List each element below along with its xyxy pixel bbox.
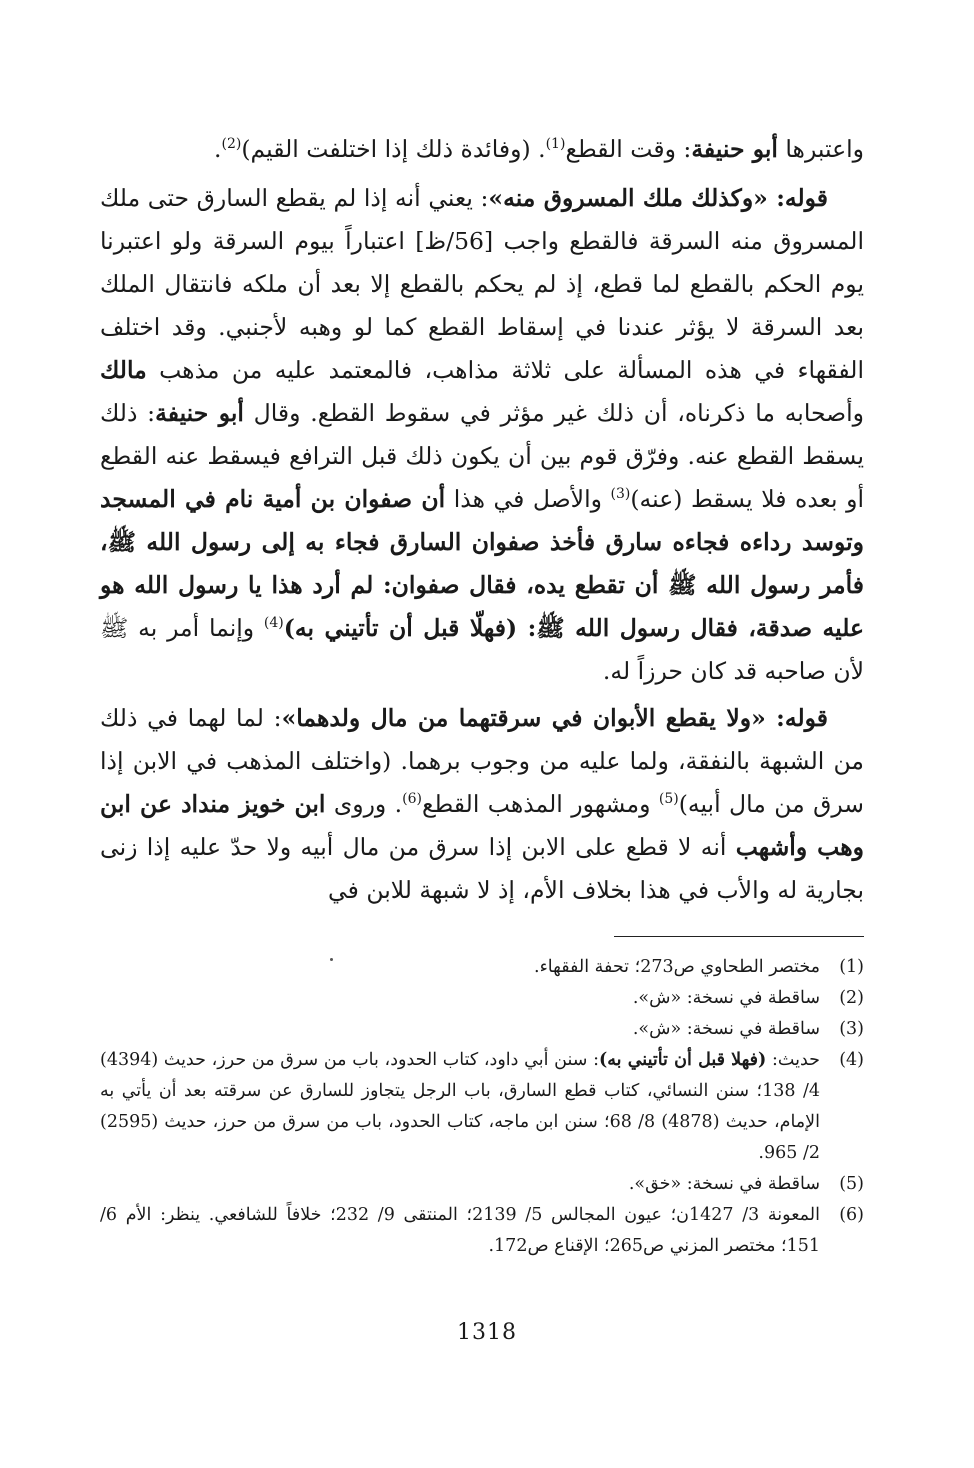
- hadith-title: (فهلا قبل أن تأتيني به): [598, 1050, 767, 1070]
- footnote-number: (2): [839, 988, 864, 1008]
- footnote-text: مختصر الطحاوي ص273؛ تحفة الفقهاء.: [534, 957, 820, 977]
- text-run: أنه لا قطع على الابن إذا سرق من مال أبيه ولا حدّ عليه إذا زنى بجارية له والأب في هذا بخلاف الأم، إذ لا شبهة للابن في: [100, 833, 864, 904]
- footnote-number: (5): [839, 1174, 864, 1194]
- bold-name: مالك: [100, 356, 147, 384]
- text-run: : وقت القطع: [565, 135, 692, 163]
- footnote-number: (1): [839, 957, 864, 977]
- footnote-ref[interactable]: (3): [610, 486, 631, 503]
- quoted-heading: قوله: «وكذلك ملك المسروق منه»: [488, 184, 829, 212]
- text-run: حديث:: [766, 1050, 820, 1070]
- text-run: والأصل في هذا: [445, 485, 611, 513]
- footnote-text: ساقطة في نسخة: «ش».: [632, 1019, 820, 1039]
- text-run: : سنن أبي داود، كتاب الحدود، باب من سرق من حرز، حديث (4394) 4/ 138؛ سنن النسائي، كتاب قطع السارق، باب الرجل يتجاوز للسارق عن سرقته بعد أن يأتي به الإمام، حديث (4878) 8/ 68؛ سنن ابن ماجه، كتاب الحدود، باب من سرق من حرز، حديث (2595) 2/ 965.: [100, 1050, 820, 1163]
- footnote-text: [100, 1045, 820, 1169]
- paragraph-1: [100, 128, 864, 171]
- footnote-ref[interactable]: (4): [263, 615, 284, 632]
- footnote-6: [100, 1200, 864, 1262]
- footnote-number: (3): [839, 1019, 864, 1039]
- footnote-ref[interactable]: (5): [658, 791, 679, 808]
- text-run: . (وفائدة ذلك إذا اختلفت القيم): [241, 135, 546, 163]
- text-run: : لما لهما في ذلك من الشبهة بالنفقة، ولما عليه من وجوب برهما. (واختلف المذهب في الابن إذا سرق من مال أبيه): [100, 704, 864, 818]
- footnote-1: [100, 952, 864, 983]
- paragraph-2: [100, 177, 864, 693]
- text-run: وأصحابه ما ذكرناه، أن ذلك غير مؤثر في سقوط القطع. وقال: [243, 399, 865, 427]
- footnote-ref[interactable]: (6): [402, 791, 422, 808]
- footnote-divider: [614, 936, 864, 937]
- text-run: ومشهور المذهب القطع: [422, 790, 659, 818]
- hadith-text: أن صفوان بن أمية نام في المسجد وتوسد رداءه فجاءه سارق فأخذ صفوان السارق فجاء به إلى رسول الله ﷺ، فأمر رسول الله ﷺ أن تقطع يده، فقال صفوان: لم أرد هذا يا رسول الله هو عليه صدقة، فقال رسول الله ﷺ: (فهلّا قبل أن تأتيني به): [100, 485, 865, 642]
- quoted-heading: قوله: «ولا يقطع الأبوان في سرقتهما من مال ولدهما»: [281, 704, 828, 732]
- text-run: وإنما أمر به ﷺ لأن صاحبه قد كان حرزاً له.: [100, 614, 864, 685]
- main-text: [100, 128, 864, 912]
- footnote-4: [100, 1045, 864, 1169]
- bold-name: أبو حنيفة: [691, 135, 778, 163]
- footnote-number: (6): [839, 1205, 864, 1225]
- page-number: 1318: [457, 1320, 517, 1345]
- text-run: . وروى: [325, 790, 403, 818]
- bold-name: أبو حنيفة: [155, 399, 244, 427]
- footnote-text: ساقطة في نسخة: «ش».: [632, 988, 820, 1008]
- footnote-ref[interactable]: (2): [221, 136, 242, 153]
- text-run: واعتبرها: [777, 135, 864, 163]
- text-run: .: [213, 135, 222, 163]
- footnote-ref[interactable]: (1): [545, 136, 566, 153]
- footnote-3: [100, 1014, 864, 1045]
- footnote-text: المعونة 3/ 1427ن؛ عيون المجالس 5/ 2139؛ المنتقى 9/ 232؛ خلافاً للشافعي. ينظر: الأم 6/ 151؛ مختصر المزني ص265؛ الإقناع ص172.: [100, 1205, 820, 1256]
- paragraph-3: [100, 697, 864, 912]
- text-run: : ذلك يسقط القطع عنه. وفرّق قوم بين أن يكون ذلك قبل الترافع فيسقط عنه القطع أو بعده فلا يسقط (عنه): [100, 399, 864, 513]
- footnote-number: (4): [839, 1050, 864, 1070]
- footnote-2: [100, 983, 864, 1014]
- footnotes: [100, 952, 864, 1262]
- text-run: : يعني أنه إذا لم يقطع السارق حتى ملك المسروق منه السرقة فالقطع واجب [56/ظ] اعتباراً بيوم السرقة ولو اعتبرنا يوم الحكم بالقطع لما قطع، إذ لم يحكم بالقطع إلا بعد أن ملكه فانتقال الملك بعد السرقة لا يؤثر عندنا في إسقاط القطع كما لو وهبه لأجنبي. وقد اختلف الفقهاء في هذه المسألة على ثلاثة مذاهب، فالمعتمد عليه من مذهب: [100, 184, 864, 384]
- footnote-text: ساقطة في نسخة: «خق».: [628, 1174, 820, 1194]
- footnote-5: [100, 1169, 864, 1200]
- bold-name: ابن خويز منداد عن ابن وهب وأشهب: [100, 790, 864, 861]
